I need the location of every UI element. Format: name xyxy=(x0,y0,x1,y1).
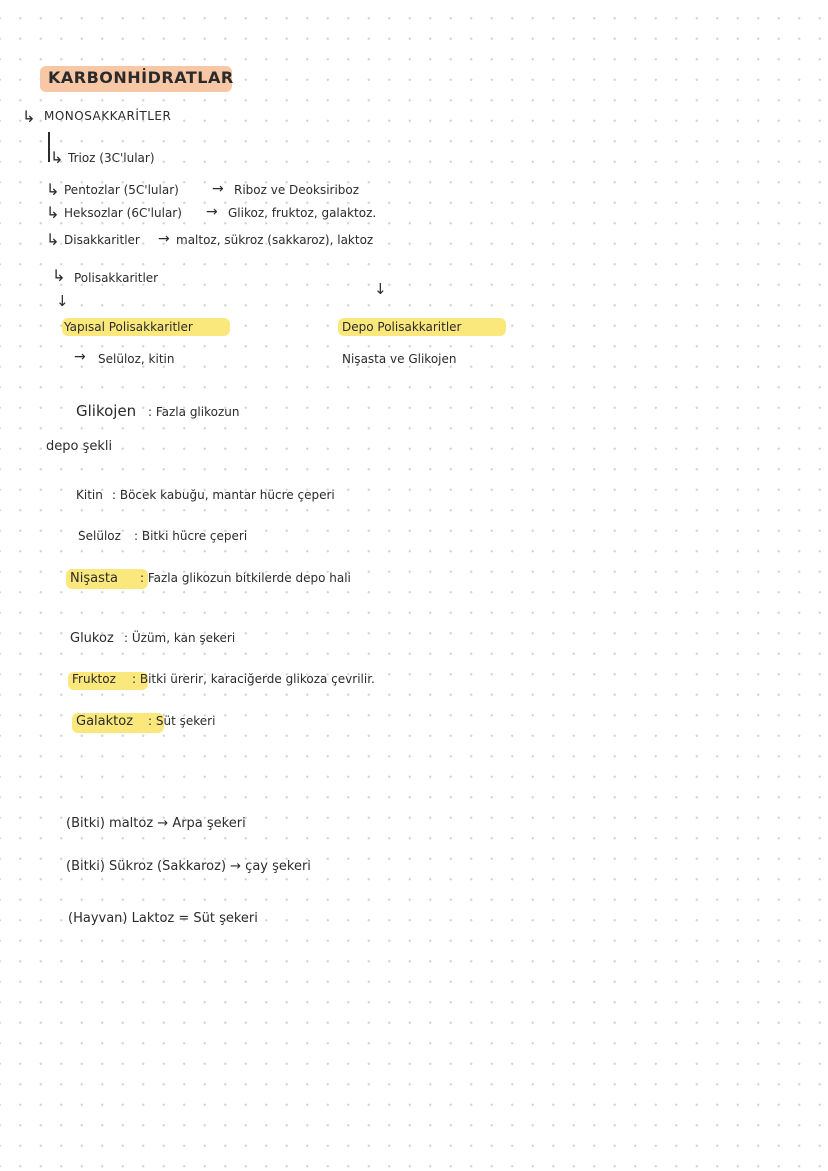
laktoz-line: (Hayvan) Laktoz = Süt şekeri xyxy=(68,911,258,926)
sukroz-line: (Bitki) Sükroz (Sakkaroz) → çay şekeri xyxy=(66,859,311,874)
branch-arrow-icon: ↳ xyxy=(22,107,36,126)
galaktoz-term: Galaktoz xyxy=(76,714,134,729)
nisasta-term: Nişasta xyxy=(70,571,118,586)
branch-arrow-icon: ↳ xyxy=(50,148,64,167)
arrow-right-icon: → xyxy=(74,349,86,365)
trioz-label: Trioz (3C'lular) xyxy=(68,151,155,165)
arrow-right-icon: → xyxy=(158,231,170,247)
glukoz-term: Glukoz xyxy=(70,631,114,646)
monosakkaritler-label: MONOSAKKARİTLER xyxy=(44,109,172,123)
fruktoz-term: Fruktoz xyxy=(72,672,116,686)
glikojen-term: Glikojen xyxy=(76,402,137,420)
glikojen-definition-cont: depo şekli xyxy=(46,439,113,454)
arrow-right-icon: → xyxy=(206,204,218,220)
yapisal-items: Selüloz, kitin xyxy=(98,352,175,366)
disakkaritler-items: maltoz, sükroz (sakkaroz), laktoz xyxy=(176,233,374,247)
depo-items: Nişasta ve Glikojen xyxy=(342,352,457,366)
pentozlar-items: Riboz ve Deoksiriboz xyxy=(234,183,360,197)
depo-title: Depo Polisakkaritler xyxy=(342,320,462,334)
fruktoz-definition: : Bitki ürerir, karaciğerde glikoza çevrilir. xyxy=(132,672,375,686)
branch-arrow-icon: ↳ xyxy=(46,203,60,222)
arrow-down-icon: ↓ xyxy=(56,292,69,310)
heksozlar-label: Heksozlar (6C'lular) xyxy=(64,206,182,220)
disakkaritler-label: Disakkaritler xyxy=(64,233,140,247)
branch-arrow-icon: ↳ xyxy=(46,180,60,199)
polisakkaritler-label: Polisakkaritler xyxy=(74,271,159,285)
pentozlar-label: Pentozlar (5C'lular) xyxy=(64,183,179,197)
seluloz-definition: : Bitki hücre çeperi xyxy=(134,529,248,543)
page-title: KARBONHİDRATLAR xyxy=(48,68,234,87)
kitin-term: Kitin xyxy=(76,488,103,502)
arrow-down-icon: ↓ xyxy=(374,280,387,298)
maltoz-line: (Bitki) maltoz → Arpa şekeri xyxy=(66,816,246,831)
glikojen-definition: : Fazla glikozun xyxy=(148,405,240,419)
glukoz-definition: : Üzüm, kan şekeri xyxy=(124,631,236,645)
heksozlar-items: Glikoz, fruktoz, galaktoz. xyxy=(228,206,377,220)
branch-arrow-icon: ↳ xyxy=(46,230,60,249)
branch-arrow-icon: ↳ xyxy=(52,266,66,285)
seluloz-term: Selüloz xyxy=(78,529,121,543)
galaktoz-definition: : Süt şekeri xyxy=(148,714,216,728)
kitin-definition: : Böcek kabuğu, mantar hücre çeperi xyxy=(112,488,335,502)
nisasta-definition: : Fazla glikozun bitkilerde depo hali xyxy=(140,571,351,585)
yapisal-title: Yapısal Polisakkaritler xyxy=(64,320,193,334)
arrow-right-icon: → xyxy=(212,181,224,197)
